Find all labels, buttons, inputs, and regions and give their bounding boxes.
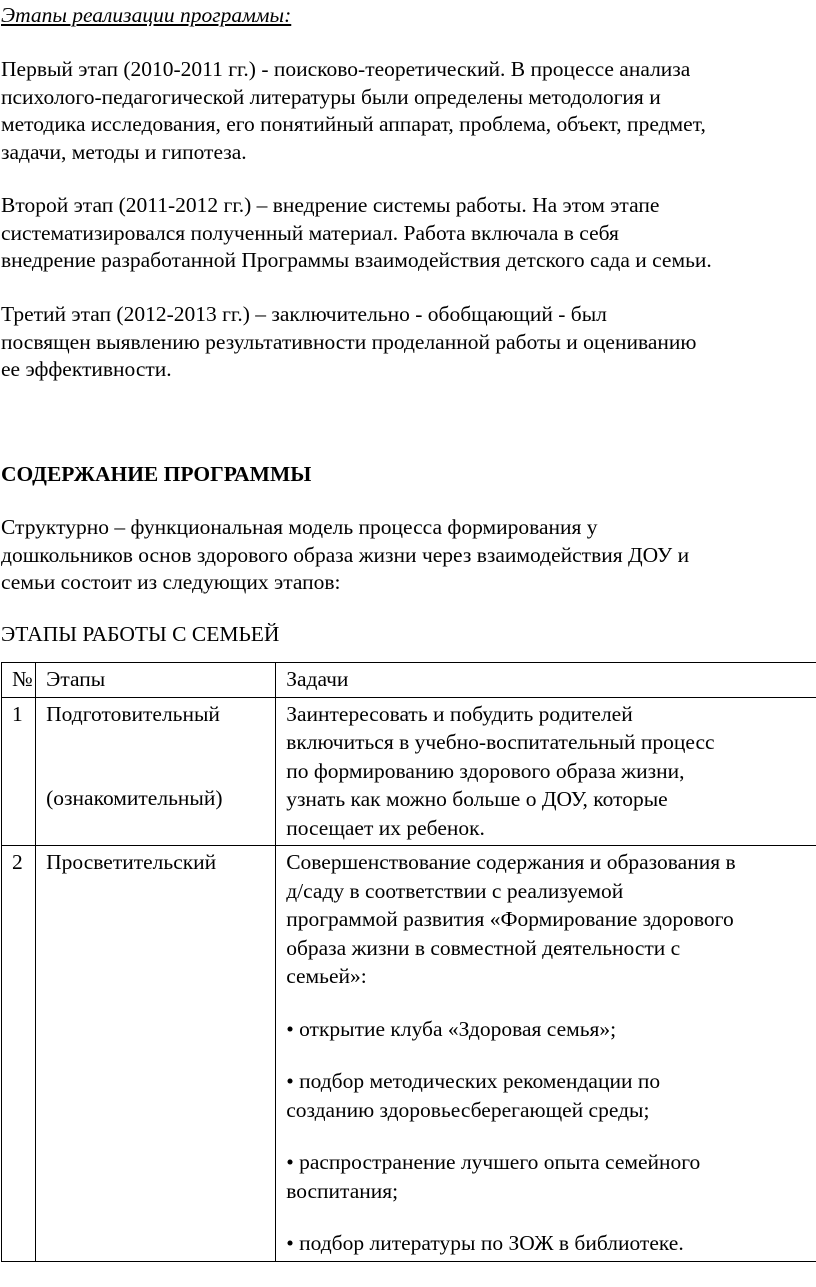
paragraph-stage-2	[1, 192, 816, 275]
stage-name: Просветительский	[46, 850, 217, 874]
text-line: Первый этап (2010-2011 гг.) - поисково-теоретический. В процессе анализа	[1, 57, 691, 81]
text-line: психолого-педагогической литературы были определены методология и	[1, 84, 661, 109]
paragraph-stage-1	[1, 56, 816, 166]
text-line: задачи, методы и гипотеза.	[1, 139, 247, 164]
table-row	[2, 697, 816, 846]
text-line: Второй этап (2011-2012 гг.) – внедрение системы работы. На этом этапе	[1, 193, 660, 217]
text-line: семьи состоит из следующих этапов:	[1, 570, 341, 594]
text-line: ее эффективности.	[1, 357, 172, 381]
task-line: Заинтересовать и побудить родителей	[286, 701, 633, 726]
content-heading: СОДЕРЖАНИЕ ПРОГРАММЫ	[1, 462, 312, 486]
stages-heading: Этапы реализации программы:	[1, 3, 292, 27]
cell-spacer	[286, 1043, 816, 1067]
table-row	[2, 846, 816, 1262]
cell-spacer	[286, 991, 816, 1015]
task-line: д/саду в соответствии с реализуемой	[286, 878, 624, 903]
task-line: программой развития «Формирование здорового	[286, 907, 734, 931]
family-work-stages-table	[1, 662, 816, 1262]
text-line: Третий этап (2012-2013 гг.) – заключительно - обобщающий - был	[1, 302, 607, 326]
table-title: ЭТАПЫ РАБОТЫ С СЕМЬЕЙ	[1, 622, 280, 646]
content-intro	[1, 514, 816, 597]
task-line: включиться в учебно-воспитательный процесс	[286, 730, 715, 754]
text-line: систематизировался полученный материал. Работа включала в себя	[1, 220, 619, 245]
row-number: 1	[2, 697, 36, 846]
text-line: посвящен выявлению результативности проделанной работы и оцениванию	[1, 329, 697, 354]
cell-spacer	[46, 756, 265, 784]
table-header-row	[2, 663, 816, 698]
cell-spacer	[46, 728, 265, 756]
task-line: Совершенствование содержания и образования в	[286, 850, 736, 874]
column-header-stages: Этапы	[36, 663, 276, 698]
stage-name-cell	[36, 846, 276, 1262]
task-line: образа жизни в совместной деятельности с	[286, 935, 681, 960]
task-bullet: • распространение лучшего опыта семейного	[286, 1150, 701, 1174]
task-bullet: • подбор методических рекомендации по	[286, 1069, 661, 1093]
text-line: Структурно – функциональная модель процесса формирования у	[1, 515, 598, 539]
task-line: узнать как можно больше о ДОУ, которые	[286, 787, 668, 811]
task-line: посещает их ребенок.	[286, 815, 485, 840]
task-bullet-continuation: воспитания;	[286, 1178, 399, 1203]
text-line: дошкольников основ здорового образа жизни через взаимодействия ДОУ и	[1, 542, 690, 567]
task-bullet: • подбор литературы по ЗОЖ в библиотеке.	[286, 1231, 684, 1255]
task-line: по формированию здорового образа жизни,	[286, 758, 685, 783]
text-line: методика исследования, его понятийный аппарат, проблема, объект, предмет,	[1, 112, 706, 136]
stage-name-cell	[36, 697, 276, 846]
text-line: внедрение разработанной Программы взаимодействия детского сада и семьи.	[1, 248, 712, 272]
cell-spacer	[286, 1124, 816, 1148]
row-number: 2	[2, 846, 36, 1262]
column-header-tasks: Задачи	[276, 663, 816, 698]
stage-subname: (ознакомительный)	[46, 786, 223, 810]
task-bullet: • открытие клуба «Здоровая семья»;	[286, 1016, 617, 1041]
paragraph-stage-3	[1, 301, 816, 384]
cell-spacer	[286, 1205, 816, 1229]
column-header-number: №	[2, 663, 36, 698]
tasks-cell	[276, 846, 816, 1262]
tasks-cell	[276, 697, 816, 846]
task-bullet-continuation: созданию здоровьесберегающей среды;	[286, 1097, 650, 1122]
stage-name: Подготовительный	[46, 701, 220, 726]
task-line: семьей»:	[286, 964, 367, 988]
